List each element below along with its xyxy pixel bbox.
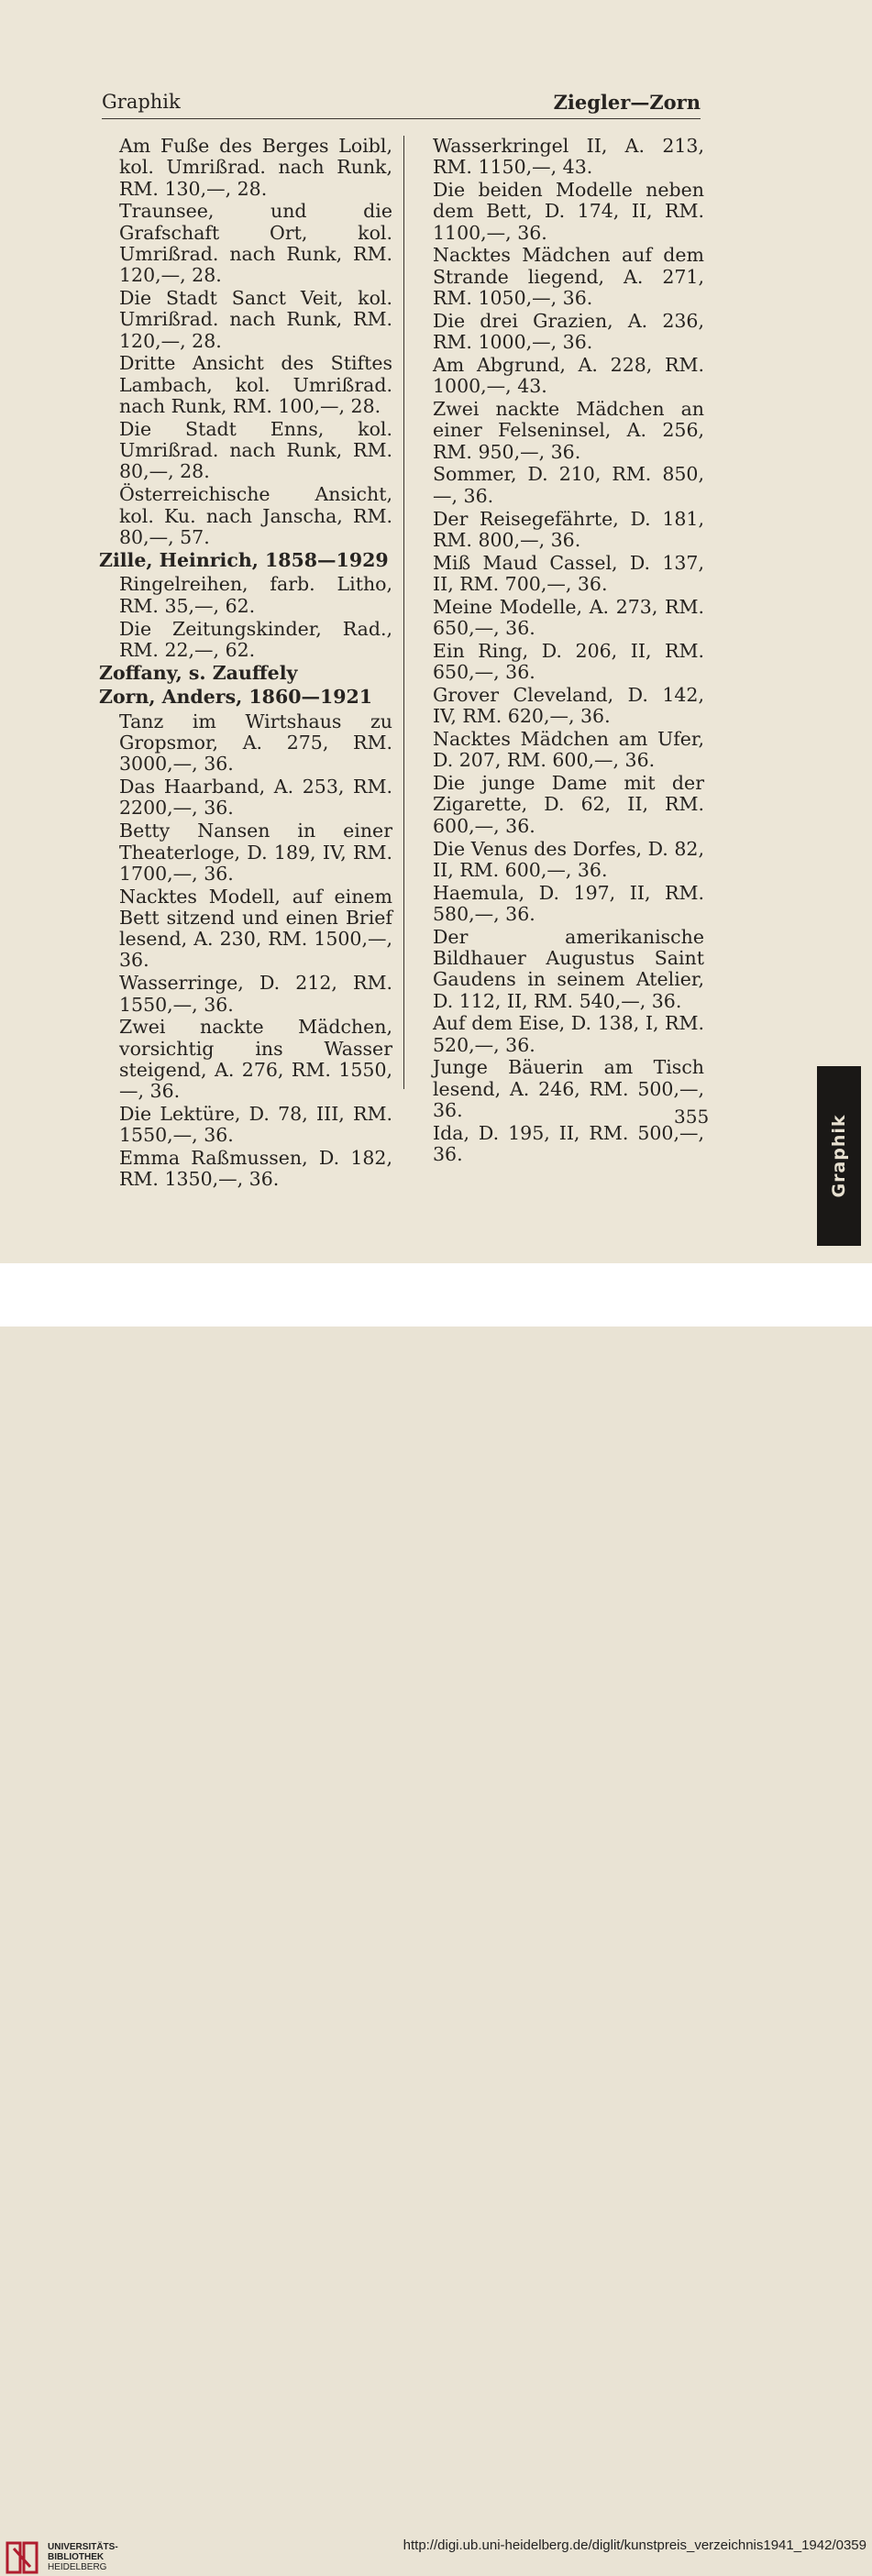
catalog-entry: Ein Ring, D. 206, II, RM. 650,—, 36.	[433, 639, 704, 684]
column-divider	[403, 136, 404, 1089]
catalog-entry: Sommer, D. 210, RM. 850,—, 36.	[433, 463, 704, 507]
catalog-entry: Dritte Ansicht des Stiftes Lambach, kol. Umrißrad. nach Runk, RM. 100,—, 28.	[119, 352, 392, 418]
header-rule	[102, 118, 701, 119]
catalog-entry: Nacktes Mädchen am Ufer, D. 207, RM. 600,—, 36.	[433, 728, 704, 772]
catalog-entry: Die Zeitungskinder, Rad., RM. 22,—, 62.	[119, 617, 392, 661]
library-name	[48, 2542, 118, 2572]
section-thumb-tab	[817, 1066, 861, 1246]
catalog-entry: Die Venus des Dorfes, D. 82, II, RM. 600,—, 36.	[433, 837, 704, 881]
catalog-entry: Meine Modelle, A. 273, RM. 650,—, 36.	[433, 595, 704, 640]
catalog-entry: Tanz im Wirtshaus zu Gropsmor, A. 275, RM. 3000,—, 36.	[119, 710, 392, 776]
catalog-entry: Der amerikanische Bildhauer Augustus Saint Gaudens in seinem Atelier, D. 112, II, RM. 540,—, 36.	[433, 925, 704, 1012]
catalog-entry: Ringelreihen, farb. Litho, RM. 35,—, 62.	[119, 573, 392, 617]
catalog-entry: Nacktes Modell, auf einem Bett sitzend und einen Brief lesend, A. 230, RM. 1500,—, 36.	[119, 885, 392, 972]
catalog-entry: Österreichische Ansicht, kol. Ku. nach Janscha, RM. 80,—, 57.	[119, 483, 392, 548]
running-head-range: Ziegler—Zorn	[553, 91, 701, 114]
catalog-entry: Zwei nackte Mädchen an einer Felseninsel, A. 256, RM. 950,—, 36.	[433, 398, 704, 463]
catalog-entry: Die Stadt Enns, kol. Umrißrad. nach Runk, RM. 80,—, 28.	[119, 417, 392, 483]
library-logo-icon	[6, 2539, 42, 2576]
left-column	[99, 136, 392, 1192]
catalog-entry: Wasserringe, D. 212, RM. 1550,—, 36.	[119, 972, 392, 1016]
permalink-url[interactable]: http://digi.ub.uni-heidelberg.de/diglit/kunstpreis_verzeichnis1941_1942/0359	[403, 2537, 866, 2553]
catalog-entry: Wasserkringel II, A. 213, RM. 1150,—, 43.	[433, 135, 704, 179]
artist-heading: Zorn, Anders, 1860—1921	[99, 686, 373, 709]
catalog-entry: Traunsee, und die Grafschaft Ort, kol. Umrißrad. nach Runk, RM. 120,—, 28.	[119, 200, 392, 287]
catalog-entry: Am Abgrund, A. 228, RM. 1000,—, 43.	[433, 353, 704, 398]
catalog-entry: Betty Nansen in einer Theaterloge, D. 189, IV, RM. 1700,—, 36.	[119, 820, 392, 885]
artist-heading: Zoffany, s. Zauffely	[99, 662, 298, 685]
scanned-page	[0, 0, 872, 1263]
right-column	[433, 136, 704, 1167]
catalog-entry: Am Fuße des Berges Loibl, kol. Umrißrad. nach Runk, RM. 130,—, 28.	[119, 135, 392, 200]
catalog-entry: Die Stadt Sanct Veit, kol. Umrißrad. nach Runk, RM. 120,—, 28.	[119, 287, 392, 352]
artist-heading: Zille, Heinrich, 1858—1929	[99, 549, 389, 572]
library-name-line2: BIBLIOTHEK	[48, 2552, 105, 2562]
catalog-entry: Das Haarband, A. 253, RM. 2200,—, 36.	[119, 776, 392, 820]
catalog-entry: Zwei nackte Mädchen, vorsichtig ins Wasser steigend, A. 276, RM. 1550,—, 36.	[119, 1016, 392, 1103]
catalog-entry: Ida, D. 195, II, RM. 500,—, 36.	[433, 1121, 704, 1166]
catalog-entry: Der Reisegefährte, D. 181, RM. 800,—, 36.	[433, 507, 704, 551]
running-head-section: Graphik	[102, 91, 181, 113]
library-name-line3: HEIDELBERG	[48, 2562, 107, 2572]
catalog-entry: Nacktes Mädchen auf dem Strande liegend, A. 271, RM. 1050,—, 36.	[433, 244, 704, 310]
catalog-entry: Haemula, D. 197, II, RM. 580,—, 36.	[433, 881, 704, 925]
catalog-entry: Emma Raßmussen, D. 182, RM. 1350,—, 36.	[119, 1147, 392, 1191]
catalog-entry: Die beiden Modelle neben dem Bett, D. 174, II, RM. 1100,—, 36.	[433, 179, 704, 244]
page-number: 355	[674, 1106, 710, 1128]
section-tab-label: Graphik	[829, 1114, 849, 1198]
catalog-entry: Die drei Grazien, A. 236, RM. 1000,—, 36.	[433, 309, 704, 354]
catalog-entry: Miß Maud Cassel, D. 137, II, RM. 700,—, 36.	[433, 551, 704, 595]
catalog-entry: Grover Cleveland, D. 142, IV, RM. 620,—, 36.	[433, 683, 704, 728]
catalog-entry: Die junge Dame mit der Zigarette, D. 62, II, RM. 600,—, 36.	[433, 772, 704, 837]
library-name-line1: UNIVERSITÄTS-	[48, 2542, 118, 2552]
catalog-entry: Junge Bäuerin am Tisch lesend, A. 246, RM. 500,—, 36.	[433, 1056, 704, 1122]
catalog-entry: Die Lektüre, D. 78, III, RM. 1550,—, 36.	[119, 1103, 392, 1147]
footer-bar	[0, 1263, 872, 2572]
catalog-entry: Auf dem Eise, D. 138, I, RM. 520,—, 36.	[433, 1012, 704, 1056]
